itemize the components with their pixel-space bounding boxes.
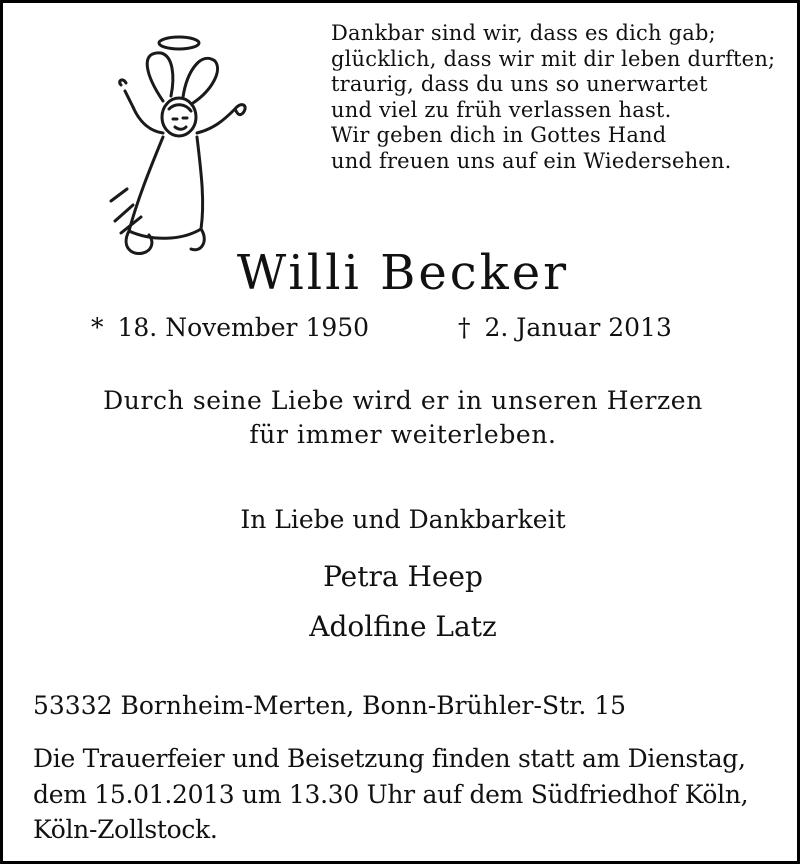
death-date-line [458, 310, 672, 346]
memorial-quote [3, 384, 800, 452]
funeral-line: dem 15.01.2013 um 13.30 Uhr auf dem Südfriedhof Köln, [33, 779, 749, 809]
mourner-address: 53332 Bornheim-Merten, Bonn-Brühler-Str. 15 [33, 691, 627, 720]
poem-line: traurig, dass du uns so unerwartet [331, 72, 708, 97]
deceased-name: Willi Becker [236, 245, 570, 301]
closing-phrase: In Liebe und Dankbarkeit [240, 505, 566, 534]
funeral-details [33, 741, 783, 848]
death-symbol: † [458, 313, 471, 342]
poem-line: und freuen uns auf ein Wiedersehen. [331, 148, 732, 173]
quote-line: Durch seine Liebe wird er in unseren Herzen [103, 386, 703, 415]
mourner-name: Petra Heep [323, 560, 483, 593]
mourner-name: Adolfine Latz [309, 610, 497, 643]
poem [331, 21, 781, 175]
death-date: 2. Januar 2013 [484, 313, 672, 342]
funeral-line: Die Trauerfeier und Beisetzung finden statt am Dienstag, [33, 744, 746, 773]
poem-line: Dankbar sind wir, dass es dich gab; [331, 21, 716, 45]
funeral-line: Köln-Zollstock. [33, 815, 218, 844]
quote-line: für immer weiterleben. [249, 420, 557, 449]
poem-line: glücklich, dass wir mit dir leben durften; [331, 46, 776, 71]
poem-line: und viel zu früh verlassen hast. [331, 97, 672, 122]
angel-icon [51, 21, 251, 261]
birth-date-line [91, 310, 369, 346]
poem-line: Wir geben dich in Gottes Hand [331, 123, 667, 148]
birth-symbol: * [91, 313, 104, 342]
birth-date: 18. November 1950 [117, 313, 370, 342]
